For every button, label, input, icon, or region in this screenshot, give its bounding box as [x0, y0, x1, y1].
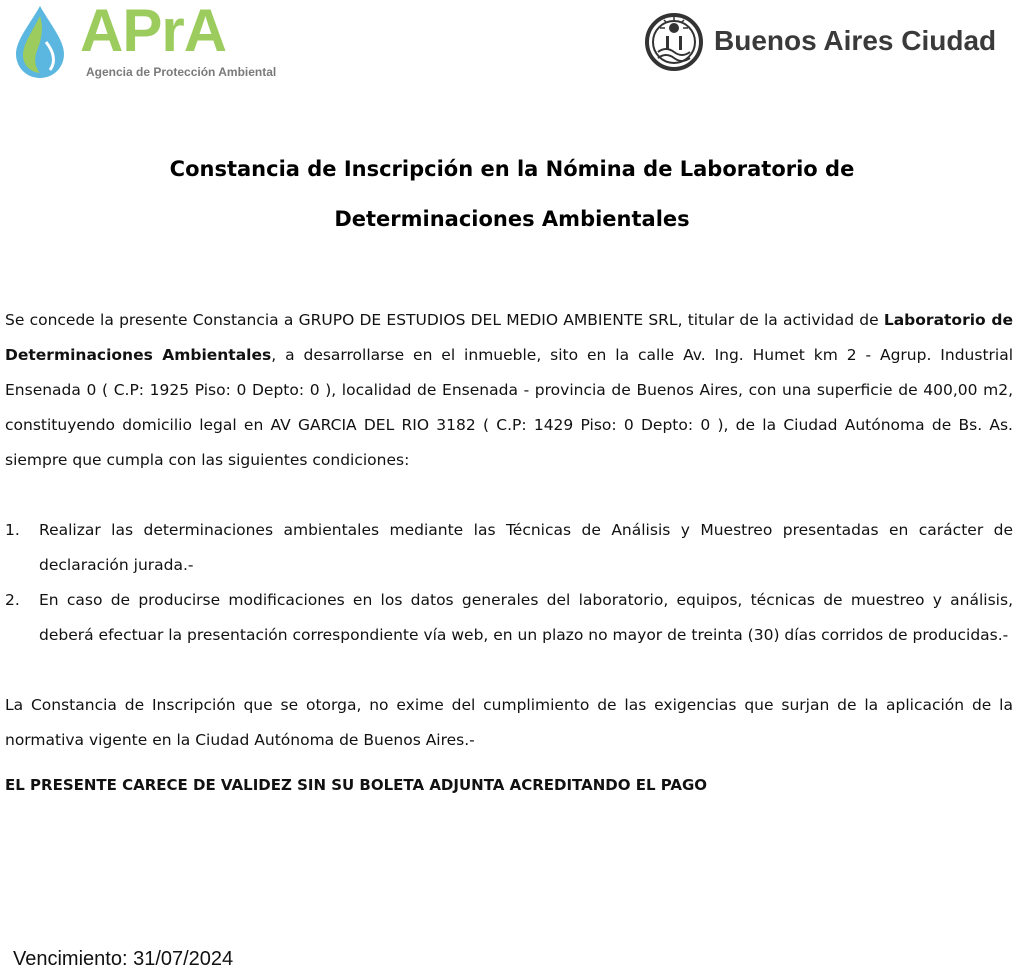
document-title — [0, 144, 1024, 244]
apra-wordmark: APrA — [80, 0, 227, 64]
apra-subtitle: Agencia de Protección Ambiental — [86, 65, 277, 79]
conditions-list — [5, 513, 1013, 653]
apra-logo — [10, 2, 300, 82]
city-seal-icon — [644, 8, 704, 74]
buenos-aires-logo — [644, 8, 1024, 78]
list-item-text: Realizar las determinaciones ambientales mediante las Técnicas de Análisis y Muestreo presentadas en carácter de declaración jurada.- — [39, 521, 1013, 574]
expiry-date: Vencimiento: 31/07/2024 — [13, 948, 234, 970]
city-name: Buenos Aires Ciudad — [714, 25, 997, 56]
list-item-text: En caso de producirse modificaciones en los datos generales del laboratorio, equipos, técnicas de muestreo y análisis, deberá efectuar la presentación correspondiente vía web, en un plazo no mayor de treinta (30) días corridos de producidas.- — [39, 591, 1013, 644]
list-item-number: 2. — [5, 591, 20, 609]
title-line-1: Constancia de Inscripción en la Nómina de Laboratorio de — [169, 157, 855, 181]
title-line-2: Determinaciones Ambientales — [334, 207, 690, 231]
disclaimer-paragraph: La Constancia de Inscripción que se otorga, no exime del cumplimiento de las exigencias que surjan de la aplicación de la normativa vigente en la Ciudad Autónoma de Buenos Aires.- — [5, 696, 1013, 749]
concession-text-part1: Se concede la presente Constancia a GRUPO DE ESTUDIOS DEL MEDIO AMBIENTE SRL, titular de la actividad de — [5, 311, 884, 329]
water-drop-icon — [10, 2, 70, 80]
list-item-number: 1. — [5, 521, 20, 539]
concession-paragraph — [5, 303, 1013, 478]
list-item — [5, 583, 1013, 653]
concession-text-part2: , a desarrollarse en el inmueble, sito en la calle Av. Ing. Humet km 2 - Agrup. Industrial Ensenada 0 ( C.P: 1925 Piso: 0 Depto: 0 ), localidad de Ensenada - provincia de Buenos Aires, con una superficie de 400,00 m2, constituyendo domicilio legal en AV GARCIA DEL RIO 3182 ( C.P: 1429 Piso: 0 Depto: 0 ), de la Ciudad Autónoma de Bs. As. siempre que cumpla con las siguientes condiciones: — [5, 346, 1014, 469]
document-body — [5, 303, 1013, 803]
activity-name: Laboratorio de Determinaciones Ambientales — [5, 311, 1013, 364]
list-item — [5, 513, 1013, 583]
validity-warning: EL PRESENTE CARECE DE VALIDEZ SIN SU BOLETA ADJUNTA ACREDITANDO EL PAGO — [5, 776, 708, 794]
